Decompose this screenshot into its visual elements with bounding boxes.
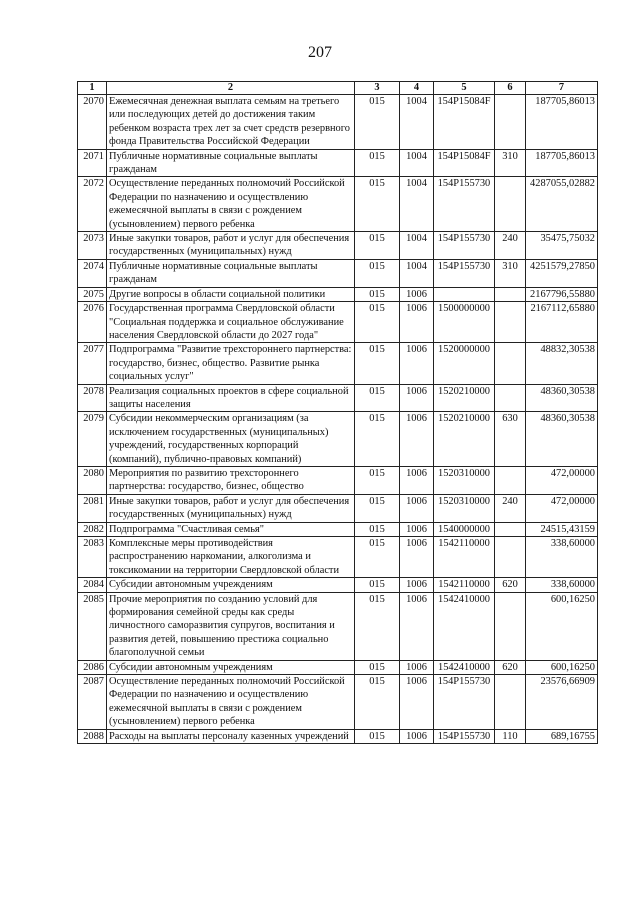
- target-code: 1520310000: [434, 494, 495, 522]
- expense-type-code: [495, 302, 526, 343]
- amount: 48360,30538: [526, 412, 598, 467]
- target-code: 1542410000: [434, 592, 495, 660]
- expense-type-code: [495, 592, 526, 660]
- section-code: 1006: [400, 287, 434, 301]
- column-header: 2: [107, 82, 355, 95]
- amount: 338,60000: [526, 578, 598, 592]
- admin-code: 015: [355, 287, 400, 301]
- row-number: 2085: [78, 592, 107, 660]
- amount: 338,60000: [526, 537, 598, 578]
- table-row: [78, 177, 598, 232]
- target-code: 1500000000: [434, 302, 495, 343]
- admin-code: 015: [355, 149, 400, 177]
- row-name: Государственная программа Свердловской области "Социальная поддержка и социальное обслуживание населения Свердловской области до 2027 года": [107, 302, 355, 343]
- expense-type-code: 310: [495, 259, 526, 287]
- section-code: 1006: [400, 384, 434, 412]
- table-row: [78, 466, 598, 494]
- row-number: 2076: [78, 302, 107, 343]
- section-code: 1004: [400, 232, 434, 260]
- row-name: Субсидии автономным учреждениям: [107, 660, 355, 674]
- expense-type-code: [495, 522, 526, 536]
- row-name: Расходы на выплаты персоналу казенных учреждений: [107, 729, 355, 743]
- row-name: Реализация социальных проектов в сфере социальной защиты населения: [107, 384, 355, 412]
- amount: 35475,75032: [526, 232, 598, 260]
- row-number: 2071: [78, 149, 107, 177]
- row-number: 2072: [78, 177, 107, 232]
- target-code: 1540000000: [434, 522, 495, 536]
- section-code: 1004: [400, 95, 434, 150]
- admin-code: 015: [355, 537, 400, 578]
- expense-type-code: 620: [495, 660, 526, 674]
- table-row: [78, 537, 598, 578]
- section-code: 1006: [400, 578, 434, 592]
- row-name: Иные закупки товаров, работ и услуг для обеспечения государственных (муниципальных) нужд: [107, 232, 355, 260]
- target-code: 154P155730: [434, 675, 495, 730]
- target-code: [434, 287, 495, 301]
- admin-code: 015: [355, 592, 400, 660]
- amount: 2167796,55880: [526, 287, 598, 301]
- expense-type-code: 620: [495, 578, 526, 592]
- amount: 472,00000: [526, 466, 598, 494]
- row-name: Другие вопросы в области социальной политики: [107, 287, 355, 301]
- admin-code: 015: [355, 729, 400, 743]
- row-number: 2083: [78, 537, 107, 578]
- row-name: Осуществление переданных полномочий Российской Федерации по назначению и осуществлению ежемесячной выплаты в связи с рождением (усыновлением) первого ребенка: [107, 675, 355, 730]
- amount: 23576,66909: [526, 675, 598, 730]
- admin-code: 015: [355, 494, 400, 522]
- amount: 4251579,27850: [526, 259, 598, 287]
- amount: 48832,30538: [526, 343, 598, 384]
- row-number: 2087: [78, 675, 107, 730]
- row-number: 2075: [78, 287, 107, 301]
- table-row: [78, 660, 598, 674]
- row-number: 2078: [78, 384, 107, 412]
- row-number: 2077: [78, 343, 107, 384]
- table-row: [78, 494, 598, 522]
- table-row: [78, 412, 598, 467]
- amount: 24515,43159: [526, 522, 598, 536]
- target-code: 154P155730: [434, 729, 495, 743]
- admin-code: 015: [355, 466, 400, 494]
- target-code: 1542110000: [434, 578, 495, 592]
- row-name: Подпрограмма "Счастливая семья": [107, 522, 355, 536]
- expense-type-code: [495, 177, 526, 232]
- column-header: 4: [400, 82, 434, 95]
- amount: 187705,86013: [526, 149, 598, 177]
- expense-type-code: [495, 537, 526, 578]
- table-row: [78, 729, 598, 743]
- admin-code: 015: [355, 675, 400, 730]
- table-row: [78, 232, 598, 260]
- target-code: 1520310000: [434, 466, 495, 494]
- table-row: [78, 384, 598, 412]
- admin-code: 015: [355, 343, 400, 384]
- row-name: Публичные нормативные социальные выплаты гражданам: [107, 149, 355, 177]
- row-name: Подпрограмма "Развитие трехстороннего партнерства: государство, бизнес, общество. Развитие рынка социальных услуг": [107, 343, 355, 384]
- section-code: 1006: [400, 729, 434, 743]
- table-header-row: [78, 82, 598, 95]
- admin-code: 015: [355, 660, 400, 674]
- table-row: [78, 675, 598, 730]
- amount: 600,16250: [526, 592, 598, 660]
- expense-type-code: 240: [495, 232, 526, 260]
- admin-code: 015: [355, 177, 400, 232]
- section-code: 1004: [400, 177, 434, 232]
- expense-type-code: [495, 384, 526, 412]
- table-row: [78, 259, 598, 287]
- expense-type-code: [495, 95, 526, 150]
- section-code: 1006: [400, 466, 434, 494]
- admin-code: 015: [355, 522, 400, 536]
- section-code: 1006: [400, 302, 434, 343]
- row-number: 2088: [78, 729, 107, 743]
- page-number: 207: [308, 44, 332, 61]
- expense-type-code: [495, 675, 526, 730]
- column-header: 5: [434, 82, 495, 95]
- column-header: 3: [355, 82, 400, 95]
- admin-code: 015: [355, 412, 400, 467]
- row-number: 2074: [78, 259, 107, 287]
- budget-table: [77, 81, 598, 744]
- section-code: 1004: [400, 149, 434, 177]
- target-code: 154P15084F: [434, 149, 495, 177]
- amount: 472,00000: [526, 494, 598, 522]
- section-code: 1006: [400, 522, 434, 536]
- target-code: 1542410000: [434, 660, 495, 674]
- amount: 187705,86013: [526, 95, 598, 150]
- amount: 4287055,02882: [526, 177, 598, 232]
- expense-type-code: [495, 343, 526, 384]
- expense-type-code: 310: [495, 149, 526, 177]
- section-code: 1006: [400, 494, 434, 522]
- table-row: [78, 343, 598, 384]
- section-code: 1006: [400, 675, 434, 730]
- admin-code: 015: [355, 232, 400, 260]
- admin-code: 015: [355, 259, 400, 287]
- expense-type-code: [495, 287, 526, 301]
- table-row: [78, 522, 598, 536]
- column-header: 7: [526, 82, 598, 95]
- row-number: 2070: [78, 95, 107, 150]
- section-code: 1004: [400, 259, 434, 287]
- section-code: 1006: [400, 412, 434, 467]
- section-code: 1006: [400, 592, 434, 660]
- row-name: Публичные нормативные социальные выплаты гражданам: [107, 259, 355, 287]
- table-row: [78, 95, 598, 150]
- table-row: [78, 592, 598, 660]
- row-name: Субсидии некоммерческим организациям (за исключением государственных (муниципальных) учреждений, государственных корпораций (компаний), публично-правовых компаний): [107, 412, 355, 467]
- row-number: 2084: [78, 578, 107, 592]
- row-number: 2081: [78, 494, 107, 522]
- admin-code: 015: [355, 302, 400, 343]
- expense-type-code: 110: [495, 729, 526, 743]
- row-number: 2086: [78, 660, 107, 674]
- column-header: 1: [78, 82, 107, 95]
- table-row: [78, 578, 598, 592]
- section-code: 1006: [400, 660, 434, 674]
- expense-type-code: 630: [495, 412, 526, 467]
- row-number: 2073: [78, 232, 107, 260]
- row-name: Осуществление переданных полномочий Российской Федерации по назначению и осуществлению ежемесячной выплаты в связи с рождением (усыновлением) первого ребенка: [107, 177, 355, 232]
- amount: 48360,30538: [526, 384, 598, 412]
- target-code: 154P155730: [434, 177, 495, 232]
- table-row: [78, 149, 598, 177]
- target-code: 1520000000: [434, 343, 495, 384]
- expense-type-code: 240: [495, 494, 526, 522]
- target-code: 154P155730: [434, 232, 495, 260]
- section-code: 1006: [400, 343, 434, 384]
- amount: 2167112,65880: [526, 302, 598, 343]
- admin-code: 015: [355, 95, 400, 150]
- row-number: 2079: [78, 412, 107, 467]
- row-name: Ежемесячная денежная выплата семьям на третьего или последующих детей до достижения таким ребенком возраста трех лет за счет средств резервного фонда Правительства Российской Федерации: [107, 95, 355, 150]
- target-code: 1520210000: [434, 384, 495, 412]
- admin-code: 015: [355, 578, 400, 592]
- target-code: 154P155730: [434, 259, 495, 287]
- table-row: [78, 302, 598, 343]
- target-code: 1542110000: [434, 537, 495, 578]
- expense-type-code: [495, 466, 526, 494]
- amount: 689,16755: [526, 729, 598, 743]
- row-number: 2082: [78, 522, 107, 536]
- row-name: Иные закупки товаров, работ и услуг для обеспечения государственных (муниципальных) нужд: [107, 494, 355, 522]
- target-code: 1520210000: [434, 412, 495, 467]
- section-code: 1006: [400, 537, 434, 578]
- row-name: Субсидии автономным учреждениям: [107, 578, 355, 592]
- row-name: Прочие мероприятия по созданию условий для формирования семейной среды как среды личностного саморазвития супругов, воспитания и развития детей, повышению престижа социально благополучной семьи: [107, 592, 355, 660]
- row-number: 2080: [78, 466, 107, 494]
- column-header: 6: [495, 82, 526, 95]
- row-name: Комплексные меры противодействия распространению наркомании, алкоголизма и токсикомании на территории Свердловской области: [107, 537, 355, 578]
- row-name: Мероприятия по развитию трехстороннего партнерства: государство, бизнес, общество: [107, 466, 355, 494]
- admin-code: 015: [355, 384, 400, 412]
- amount: 600,16250: [526, 660, 598, 674]
- target-code: 154P15084F: [434, 95, 495, 150]
- table-row: [78, 287, 598, 301]
